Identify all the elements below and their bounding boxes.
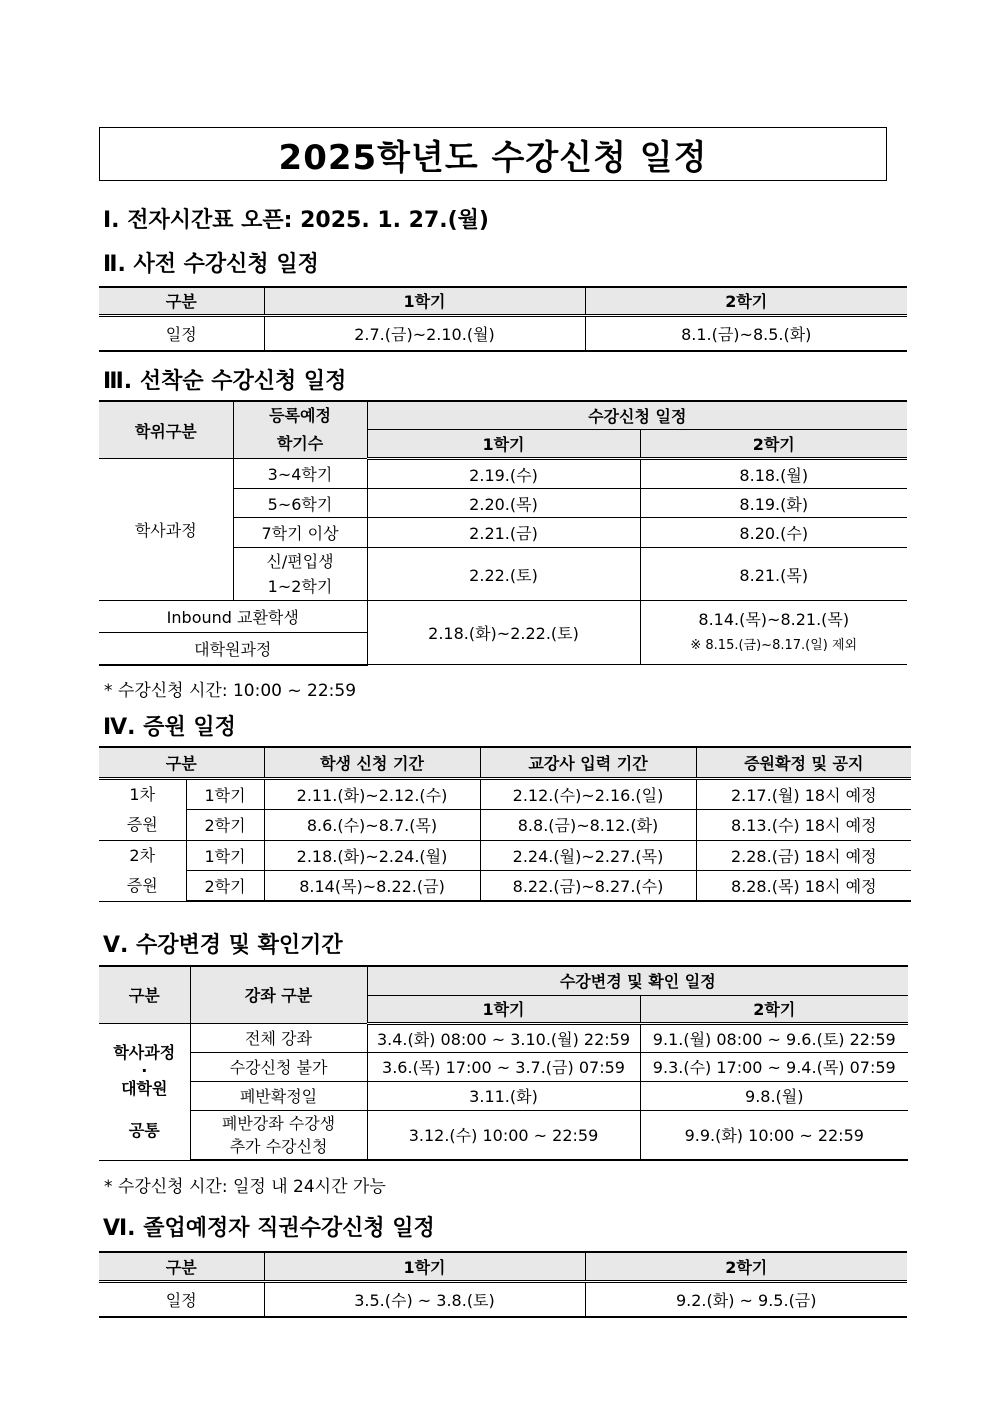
table-cell: 8.18.(월) (640, 459, 907, 489)
row-group-label: 학사과정 (99, 459, 233, 601)
table-cell: 전체 강좌 (190, 1023, 367, 1052)
group-line: 대학원 (121, 1078, 168, 1098)
table-cell: 8.8.(금)~8.12.(화) (480, 810, 696, 841)
col-header (233, 401, 367, 459)
round-line: 2차 (129, 845, 156, 865)
cell-line: 폐반강좌 수강생 (221, 1113, 336, 1133)
table-cell: 9.2.(화) ~ 9.5.(금) (585, 1281, 907, 1317)
table-cell: 2.22.(토) (367, 548, 640, 601)
table-cell: 3.4.(화) 08:00 ~ 3.10.(월) 22:59 (367, 1023, 640, 1052)
section-2-heading: Ⅱ. 사전 수강신청 일정 (103, 252, 319, 277)
table-cell: 2.12.(수)~2.16.(일) (480, 778, 696, 810)
col-header: 학위구분 (99, 401, 233, 459)
table-cell: Inbound 교환학생 (99, 601, 367, 633)
table-cell: 2학기 (186, 870, 264, 901)
table-cell: 8.13.(수) 18시 예정 (696, 810, 911, 841)
table-cell: 1학기 (186, 778, 264, 810)
round-line: 1차 (129, 784, 156, 804)
section-6-heading: Ⅵ. 졸업예정자 직권수강신청 일정 (103, 1216, 435, 1241)
section-5-note: * 수강신청 시간: 일정 내 24시간 가능 (104, 1177, 386, 1197)
section-1-heading: Ⅰ. 전자시간표 오픈: 2025. 1. 27.(월) (103, 208, 489, 233)
section-4-heading: Ⅳ. 증원 일정 (103, 715, 236, 740)
graduate-registration-table (99, 1251, 907, 1318)
col-header: 2학기 (585, 1252, 907, 1281)
table-cell: 9.1.(월) 08:00 ~ 9.6.(토) 22:59 (640, 1023, 908, 1052)
table-cell: 3.5.(수) ~ 3.8.(토) (264, 1281, 585, 1317)
section-3-heading: Ⅲ. 선착순 수강신청 일정 (103, 369, 347, 394)
table-cell: 2학기 (186, 810, 264, 841)
round-line: 증원 (126, 875, 158, 895)
table-cell (640, 601, 907, 665)
col-header-line: 등록예정 (269, 406, 331, 425)
cell-line: 8.14.(목)~8.21.(목) (698, 609, 850, 629)
table-cell: 3.11.(화) (367, 1081, 640, 1110)
table-cell: 2.21.(금) (367, 518, 640, 548)
section-5-heading: Ⅴ. 수강변경 및 확인기간 (103, 933, 343, 958)
table-cell: 2.18.(화)~2.22.(토) (367, 601, 640, 665)
group-line: 학사과정 (113, 1042, 176, 1062)
round-label (99, 778, 186, 840)
table-cell: 2.20.(목) (367, 489, 640, 518)
col-header: 1학기 (367, 995, 640, 1023)
group-line: · (141, 1060, 148, 1080)
table-cell: 2.11.(화)~2.12.(수) (264, 778, 480, 810)
table-cell (190, 1110, 367, 1160)
table-cell (233, 548, 367, 601)
table-cell: 9.9.(화) 10:00 ~ 22:59 (640, 1110, 908, 1160)
section-3-note: * 수강신청 시간: 10:00 ~ 22:59 (104, 681, 357, 701)
col-header: 수강변경 및 확인 일정 (367, 966, 908, 995)
table-cell: 2.19.(수) (367, 459, 640, 489)
col-header: 2학기 (640, 429, 907, 458)
table-cell: 수강신청 불가 (190, 1052, 367, 1081)
page-title: 2025학년도 수강신청 일정 (99, 127, 887, 181)
table-cell: 폐반확정일 (190, 1081, 367, 1110)
table-cell: 7학기 이상 (233, 518, 367, 548)
col-header: 1학기 (264, 287, 585, 315)
col-header: 수강신청 일정 (367, 401, 907, 429)
col-header: 1학기 (264, 1252, 585, 1281)
col-header: 1학기 (367, 429, 640, 458)
table-cell: 3.6.(목) 17:00 ~ 3.7.(금) 07:59 (367, 1052, 640, 1081)
table-cell: 2.24.(월)~2.27.(목) (480, 840, 696, 870)
col-header: 2학기 (640, 995, 908, 1023)
round-label (99, 840, 186, 901)
table-cell: 8.1.(금)~8.5.(화) (585, 315, 907, 351)
table-cell: 9.3.(수) 17:00 ~ 9.4.(목) 07:59 (640, 1052, 908, 1081)
table-cell: 1학기 (186, 840, 264, 870)
col-header: 구분 (99, 747, 264, 778)
table-cell: 대학원과정 (99, 633, 367, 665)
col-header: 2학기 (585, 287, 907, 315)
row-group-label (99, 1023, 190, 1160)
col-header: 구분 (99, 1252, 264, 1281)
round-line: 증원 (126, 814, 158, 834)
table-cell: 8.14(목)~8.22.(금) (264, 870, 480, 901)
table-cell: 8.6.(수)~8.7.(목) (264, 810, 480, 841)
cell-line: 추가 수강신청 (229, 1136, 328, 1156)
table-cell: 일정 (99, 315, 264, 351)
col-header: 구분 (99, 966, 190, 1023)
table-cell: 8.22.(금)~8.27.(수) (480, 870, 696, 901)
table-cell: 8.20.(수) (640, 518, 907, 548)
col-header: 강좌 구분 (190, 966, 367, 1023)
table-cell: 5~6학기 (233, 489, 367, 518)
cell-line: 신/편입생 (266, 552, 334, 571)
table-cell: 2.18.(화)~2.24.(월) (264, 840, 480, 870)
table-cell: 8.21.(목) (640, 548, 907, 601)
table-cell: 2.7.(금)~2.10.(월) (264, 315, 585, 351)
table-cell: 2.28.(금) 18시 예정 (696, 840, 911, 870)
col-header-line: 학기수 (276, 434, 324, 453)
col-header: 구분 (99, 287, 264, 315)
enrollment-increase-table (99, 746, 911, 902)
col-header: 학생 신청 기간 (264, 747, 480, 778)
pre-registration-table (99, 286, 907, 352)
cell-line: 1~2학기 (267, 577, 333, 596)
exclusion-note: ※ 8.15.(금)~8.17.(일) 제외 (690, 637, 858, 653)
table-cell: 3~4학기 (233, 459, 367, 489)
table-cell: 2.17.(월) 18시 예정 (696, 778, 911, 810)
table-cell: 일정 (99, 1281, 264, 1317)
change-confirmation-table (99, 965, 908, 1161)
first-come-registration-table (99, 400, 907, 666)
col-header: 교강사 입력 기간 (480, 747, 696, 778)
table-cell: 9.8.(월) (640, 1081, 908, 1110)
table-cell: 8.19.(화) (640, 489, 907, 518)
col-header: 증원확정 및 공지 (696, 747, 911, 778)
table-cell: 3.12.(수) 10:00 ~ 22:59 (367, 1110, 640, 1160)
table-cell: 8.28.(목) 18시 예정 (696, 870, 911, 901)
group-line: 공통 (128, 1120, 160, 1140)
